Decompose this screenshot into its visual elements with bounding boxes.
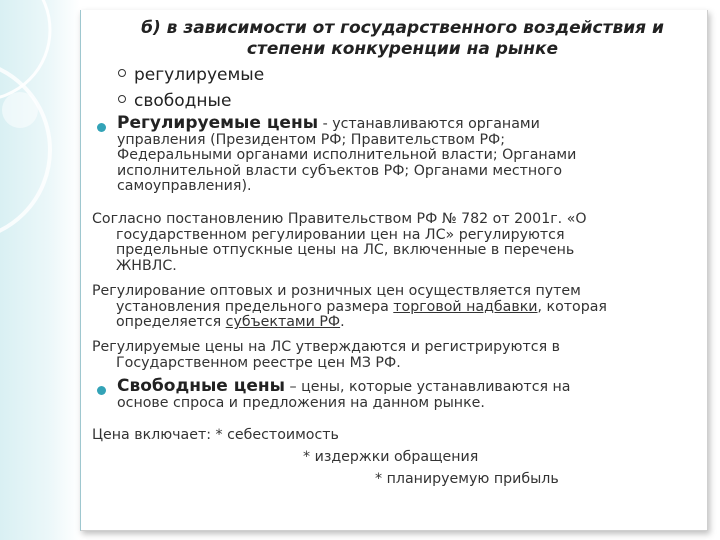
text-fragment: определяется — [116, 314, 226, 330]
subitem-regulated — [118, 64, 264, 86]
price-line: Цена включает: * себестоимость — [92, 427, 339, 443]
subitem-label: регулируемые — [134, 65, 265, 85]
text-line: предельные отпускные цены на ЛС, включенные в перечень — [116, 242, 575, 258]
subjects-rf-link[interactable]: субъектами РФ — [225, 314, 341, 330]
regulated-prices-block — [117, 113, 697, 195]
price-line: * планируемую прибыль — [375, 471, 559, 487]
free-prices-title: Свободные цены — [117, 376, 286, 396]
text-line: самоуправления). — [117, 178, 252, 194]
text-line: Федеральными органами исполнительной власти; Органами — [117, 147, 577, 163]
text-line: - устанавливаются органами — [318, 116, 540, 132]
decorative-circles — [0, 0, 80, 540]
text-fragment: , которая — [537, 298, 607, 315]
text-fragment: установления предельного размера — [116, 298, 394, 315]
registry-block — [92, 340, 697, 371]
text-line: государственном регулировании цен на ЛС» регулируются — [116, 226, 565, 243]
wholesale-block — [92, 284, 697, 331]
bullet-dot-icon — [97, 386, 106, 395]
decorative-left-band — [0, 0, 80, 540]
price-line: * издержки обращения — [303, 449, 479, 465]
regulated-prices-title: Регулируемые цены — [117, 113, 319, 133]
decree-block — [92, 212, 697, 274]
bullet-dot-icon — [97, 123, 106, 132]
text-line: Государственном реестре цен МЗ РФ. — [116, 354, 401, 371]
text-line: исполнительной власти субъектов РФ; Органами местного — [117, 162, 563, 179]
text-line — [92, 300, 697, 316]
text-fragment: . — [340, 314, 345, 330]
text-line: основе спроса и предложения на данном рынке. — [117, 394, 485, 411]
text-line: Согласно постановлению Правительством РФ № 782 от 2001г. «О — [92, 211, 587, 227]
heading-line-2: степени конкуренции на рынке — [246, 39, 559, 59]
text-line: Регулируемые цены на ЛС утверждаются и регистрируются в — [92, 339, 560, 355]
slide-heading — [110, 18, 695, 60]
text-line: – цены, которые устанавливаются на — [285, 379, 571, 395]
text-line: Регулирование оптовых и розничных цен осуществляется путем — [92, 283, 581, 299]
circle-bullet-icon — [118, 95, 126, 103]
trade-margin-link[interactable]: торговой надбавки — [393, 298, 538, 315]
text-line: управления (Президентом РФ; Правительством РФ; — [117, 131, 506, 148]
text-line — [92, 315, 697, 331]
heading-line-1: б) в зависимости от государственного воздействия и — [141, 18, 664, 38]
free-prices-block — [117, 376, 697, 411]
subitem-label: свободные — [134, 91, 232, 111]
price-components-block — [92, 424, 697, 490]
text-line: ЖНВЛС. — [116, 257, 177, 274]
subitem-free — [118, 90, 231, 112]
circle-bullet-icon — [118, 69, 126, 77]
